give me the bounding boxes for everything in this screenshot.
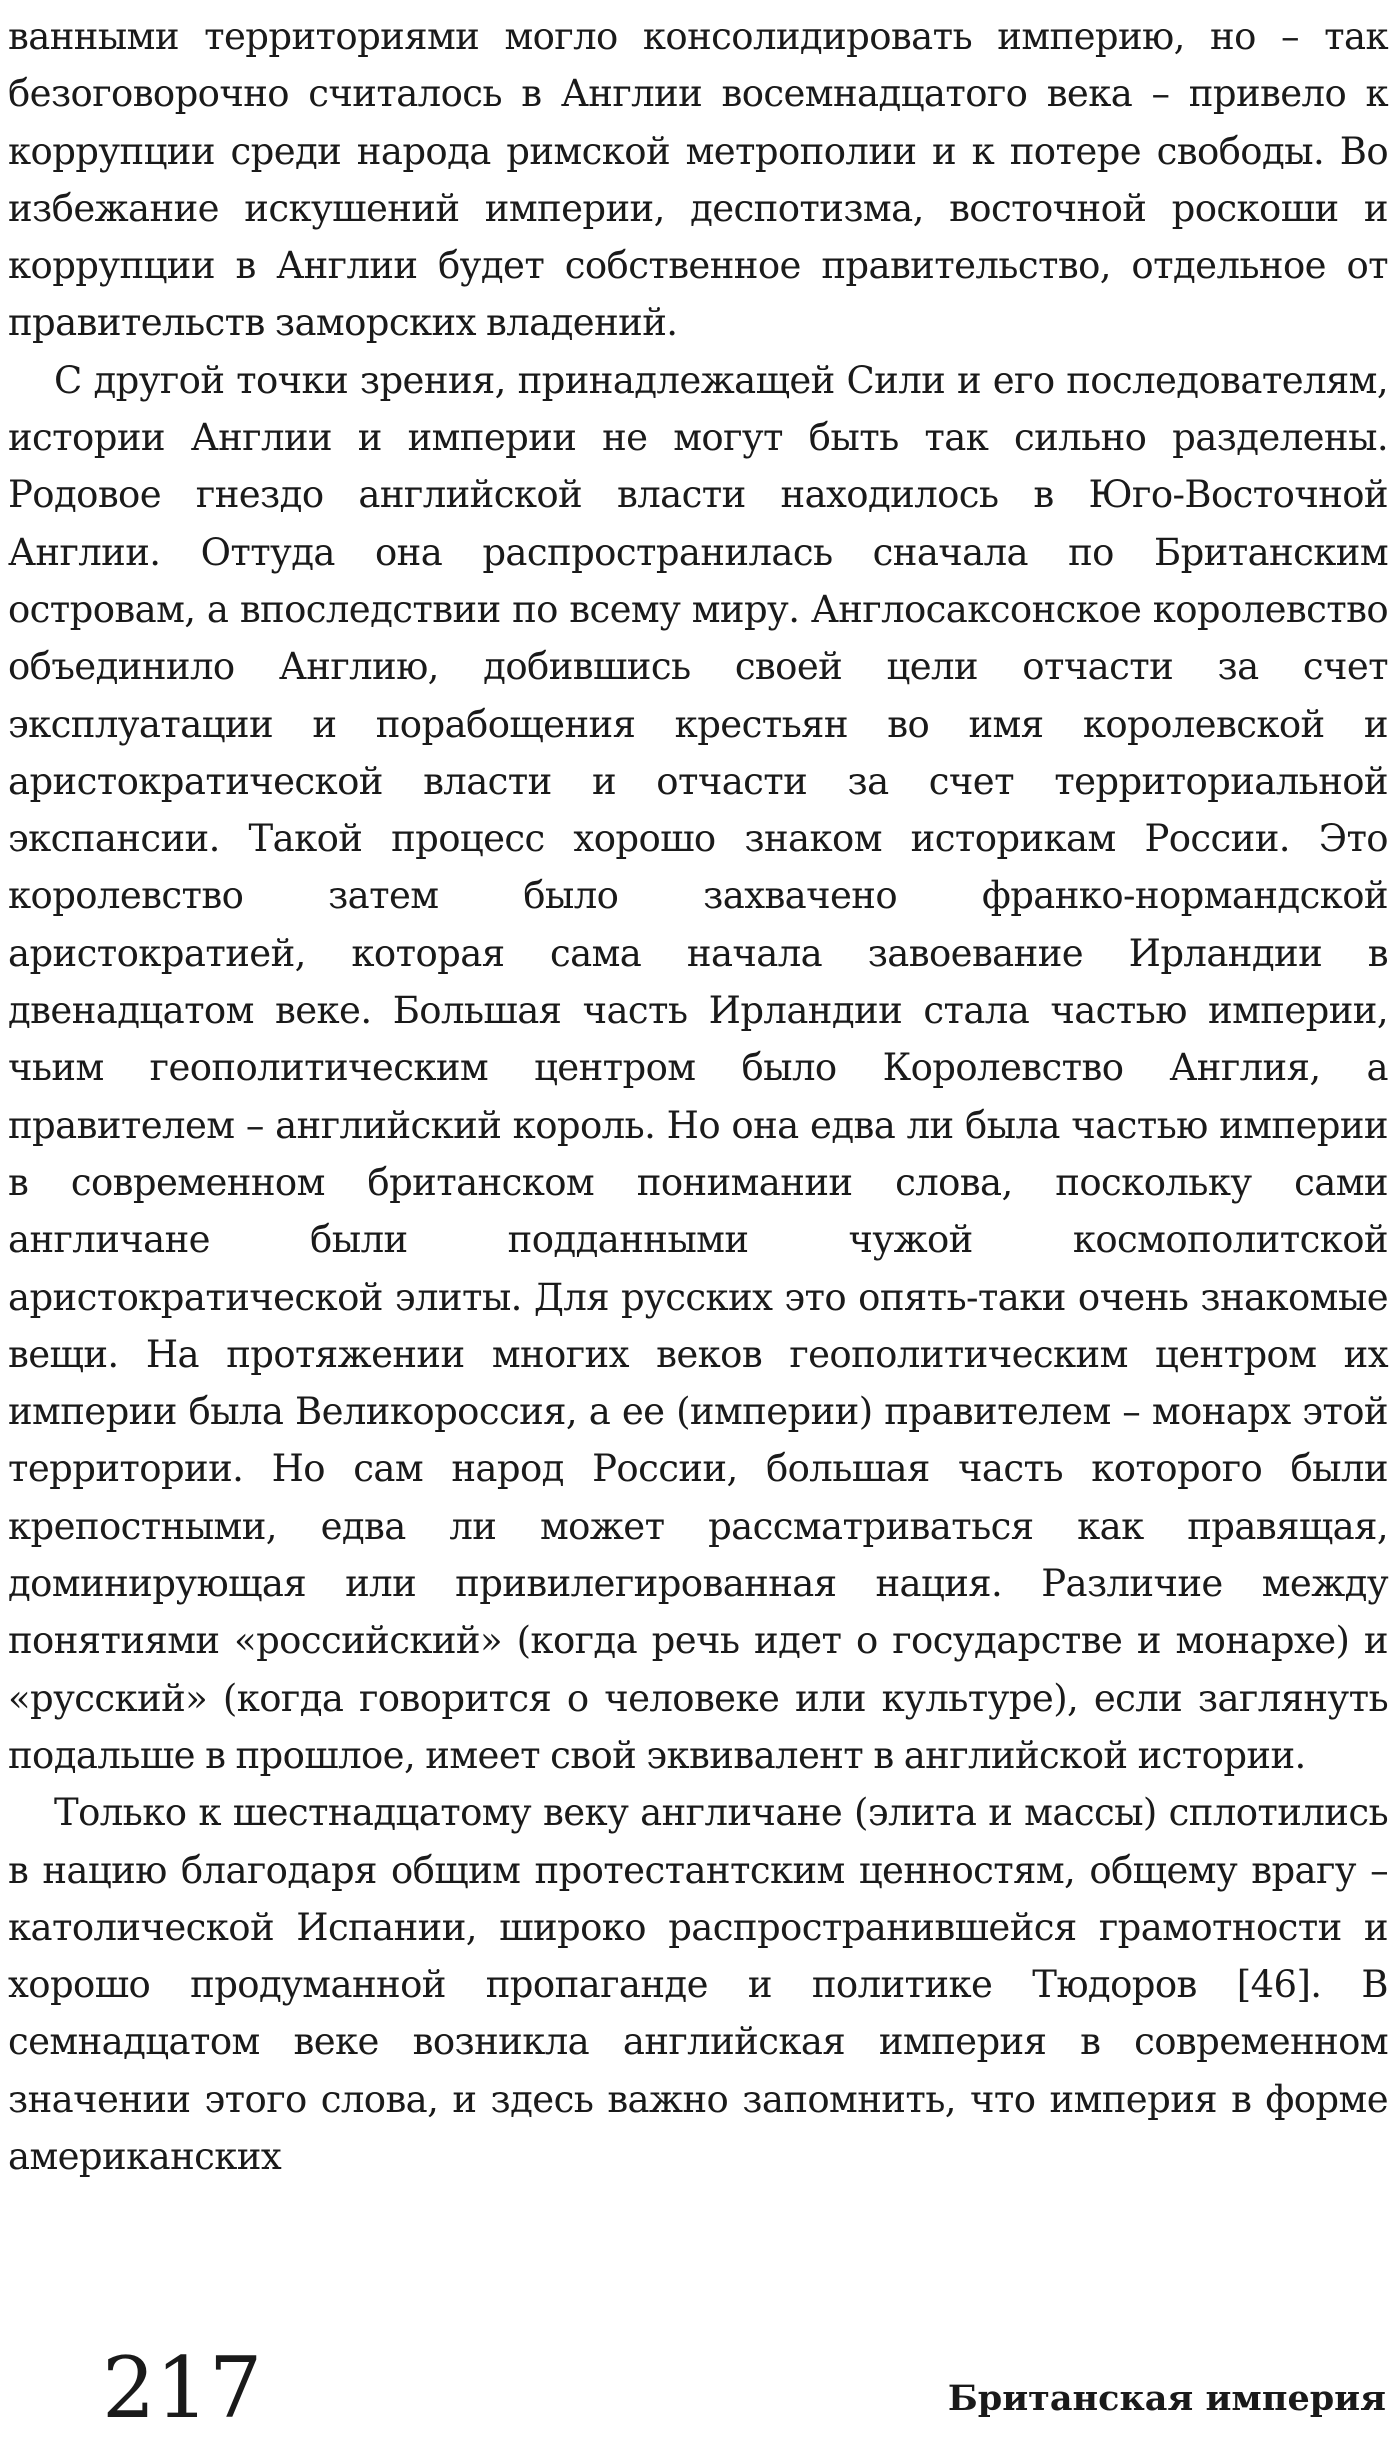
paragraph-continuation: ванными территориями могло консолидировать империю, но – так безоговорочно считалось в Англии восемнадцатого века – привело к коррупции среди народа римской метрополии и к потере свободы. Во избежание искушений империи, деспотизма, восточной роскоши и коррупции в Англии будет собственное правительство, отдельное от правительств заморских владений. — [8, 15, 1388, 345]
page-footer — [8, 2330, 1388, 2450]
paragraph-seeley-view: С другой точки зрения, принадлежащей Сили и его последователям, истории Англии и империи не могут быть так сильно разделены. Родовое гнездо английской власти находилось в Юго-Восточной Англии. Оттуда она распространилась сначала по Британским островам, а впоследствии по всему миру. Англосаксонское королевство объединило Англию, добившись своей цели отчасти за счет эксплуатации и порабощения крестьян во имя королевской и аристократической власти и отчасти за счет территориальной экспансии. Такой процесс хорошо знаком историкам России. Это королевство затем было захвачено франко-нормандской аристократией, которая сама начала завоевание Ирландии в двенадцатом веке. Большая часть Ирландии стала частью империи, чьим геополитическим центром было Королевство Англия, а правителем – английский король. Но она едва ли была частью империи в современном британском понимании слова, поскольку сами англичане были подданными чужой космополитской аристократической элиты. Для русских это опять-таки очень знакомые вещи. На протяжении многих веков геополитическим центром их империи была Великороссия, а ее (империи) правителем – монарх этой территории. Но сам народ России, большая часть которого были крепостными, едва ли может рассматриваться как правящая, доминирующая или привилегированная нация. Различие между понятиями «российский» (когда речь идет о государстве и монархе) и «русский» (когда говорится о человеке или культуре), если заглянуть подальше в прошлое, имеет свой эквивалент в английской истории. — [8, 358, 1388, 1777]
paragraph-tudor-nation: Только к шестнадцатому веку англичане (элита и массы) сплотились в нацию благодаря общим протестантским ценностям, общему врагу – католической Испании, широко распространившейся грамотности и хорошо продуманной пропаганде и политике Тюдоров [46]. В семнадцатом веке возникла английская империя в современном значении этого слова, и здесь важно запомнить, что империя в форме американских — [8, 1791, 1388, 2178]
running-title: Британская империя — [947, 2378, 1386, 2419]
page-number: 217 — [102, 2339, 263, 2437]
body-text — [8, 8, 1388, 2185]
book-page — [8, 0, 1388, 2454]
